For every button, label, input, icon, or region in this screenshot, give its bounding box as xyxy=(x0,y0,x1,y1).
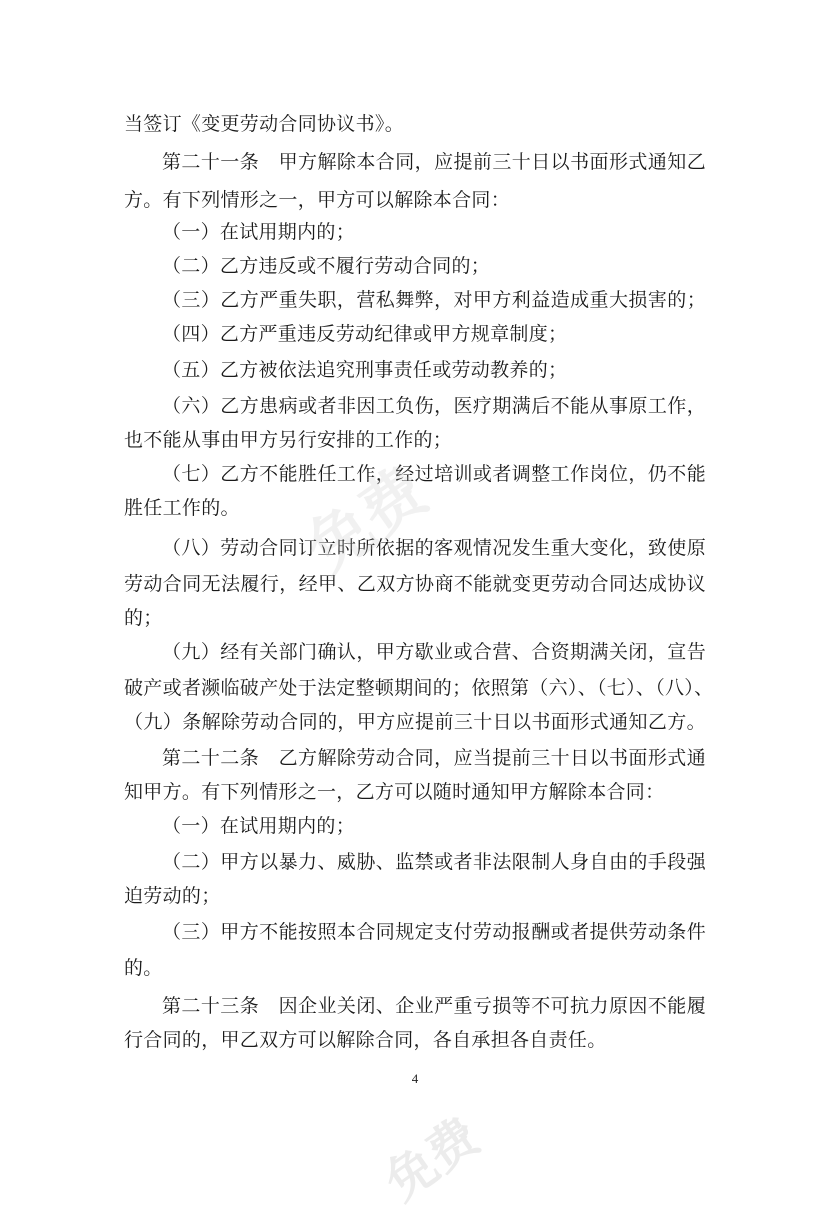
text-line: 知甲方。有下列情形之一，乙方可以随时通知甲方解除本合同： xyxy=(124,781,665,803)
text-line: 行合同的，甲乙双方可以解除合同，各自承担各自责任。 xyxy=(124,1029,607,1051)
text-line: 的； xyxy=(124,607,163,629)
list-item: （二）乙方违反或不履行劳动合同的； xyxy=(162,255,491,277)
list-item: （三）甲方不能按照本合同规定支付劳动报酬或者提供劳动条件 xyxy=(162,921,706,943)
text-line: 劳动合同无法履行，经甲、乙双方协商不能就变更劳动合同达成协议 xyxy=(124,573,706,595)
article-21-heading: 第二十一条 甲方解除本合同，应提前三十日以书面形式通知乙 xyxy=(162,151,706,173)
text-line: （九）条解除劳动合同的，甲方应提前三十日以书面形式通知乙方。 xyxy=(124,711,706,733)
list-item: （二）甲方以暴力、威胁、监禁或者非法限制人身自由的手段强 xyxy=(162,851,706,873)
text-line: 的。 xyxy=(124,957,163,979)
text-line: 也不能从事由甲方另行安排的工作的； xyxy=(124,429,453,451)
list-item: （一）在试用期内的； xyxy=(162,815,356,837)
article-22-heading: 第二十二条 乙方解除劳动合同，应当提前三十日以书面形式通 xyxy=(162,747,706,769)
text-line: 胜任工作的。 xyxy=(124,497,240,519)
article-23-heading: 第二十三条 因企业关闭、企业严重亏损等不可抗力原因不能履 xyxy=(162,995,706,1017)
text-line: 破产或者濒临破产处于法定整顿期间的；依照第（六）、（七）、（八）、 xyxy=(124,677,714,699)
watermark: 免费 xyxy=(293,453,442,588)
watermark: 免费 xyxy=(374,1106,490,1212)
page-number: 4 xyxy=(411,1071,419,1086)
list-item: （九）经有关部门确认，甲方歇业或合营、合资期满关闭，宣告 xyxy=(162,641,706,663)
list-item: （五）乙方被依法追究刑事责任或劳动教养的； xyxy=(162,359,568,381)
text-line: 迫劳动的； xyxy=(124,885,221,907)
list-item: （一）在试用期内的； xyxy=(162,221,356,243)
list-item: （八）劳动合同订立时所依据的客观情况发生重大变化，致使原 xyxy=(162,537,706,559)
text-line: 方。有下列情形之一，甲方可以解除本合同： xyxy=(124,189,511,211)
list-item: （六）乙方患病或者非因工负伤，医疗期满后不能从事原工作， xyxy=(162,395,706,417)
text-line: 当签订《变更劳动合同协议书》。 xyxy=(124,113,405,135)
list-item: （三）乙方严重失职，营私舞弊，对甲方利益造成重大损害的； xyxy=(162,289,706,311)
list-item: （七）乙方不能胜任工作，经过培训或者调整工作岗位，仍不能 xyxy=(162,463,706,485)
list-item: （四）乙方严重违反劳动纪律或甲方规章制度； xyxy=(162,323,568,345)
